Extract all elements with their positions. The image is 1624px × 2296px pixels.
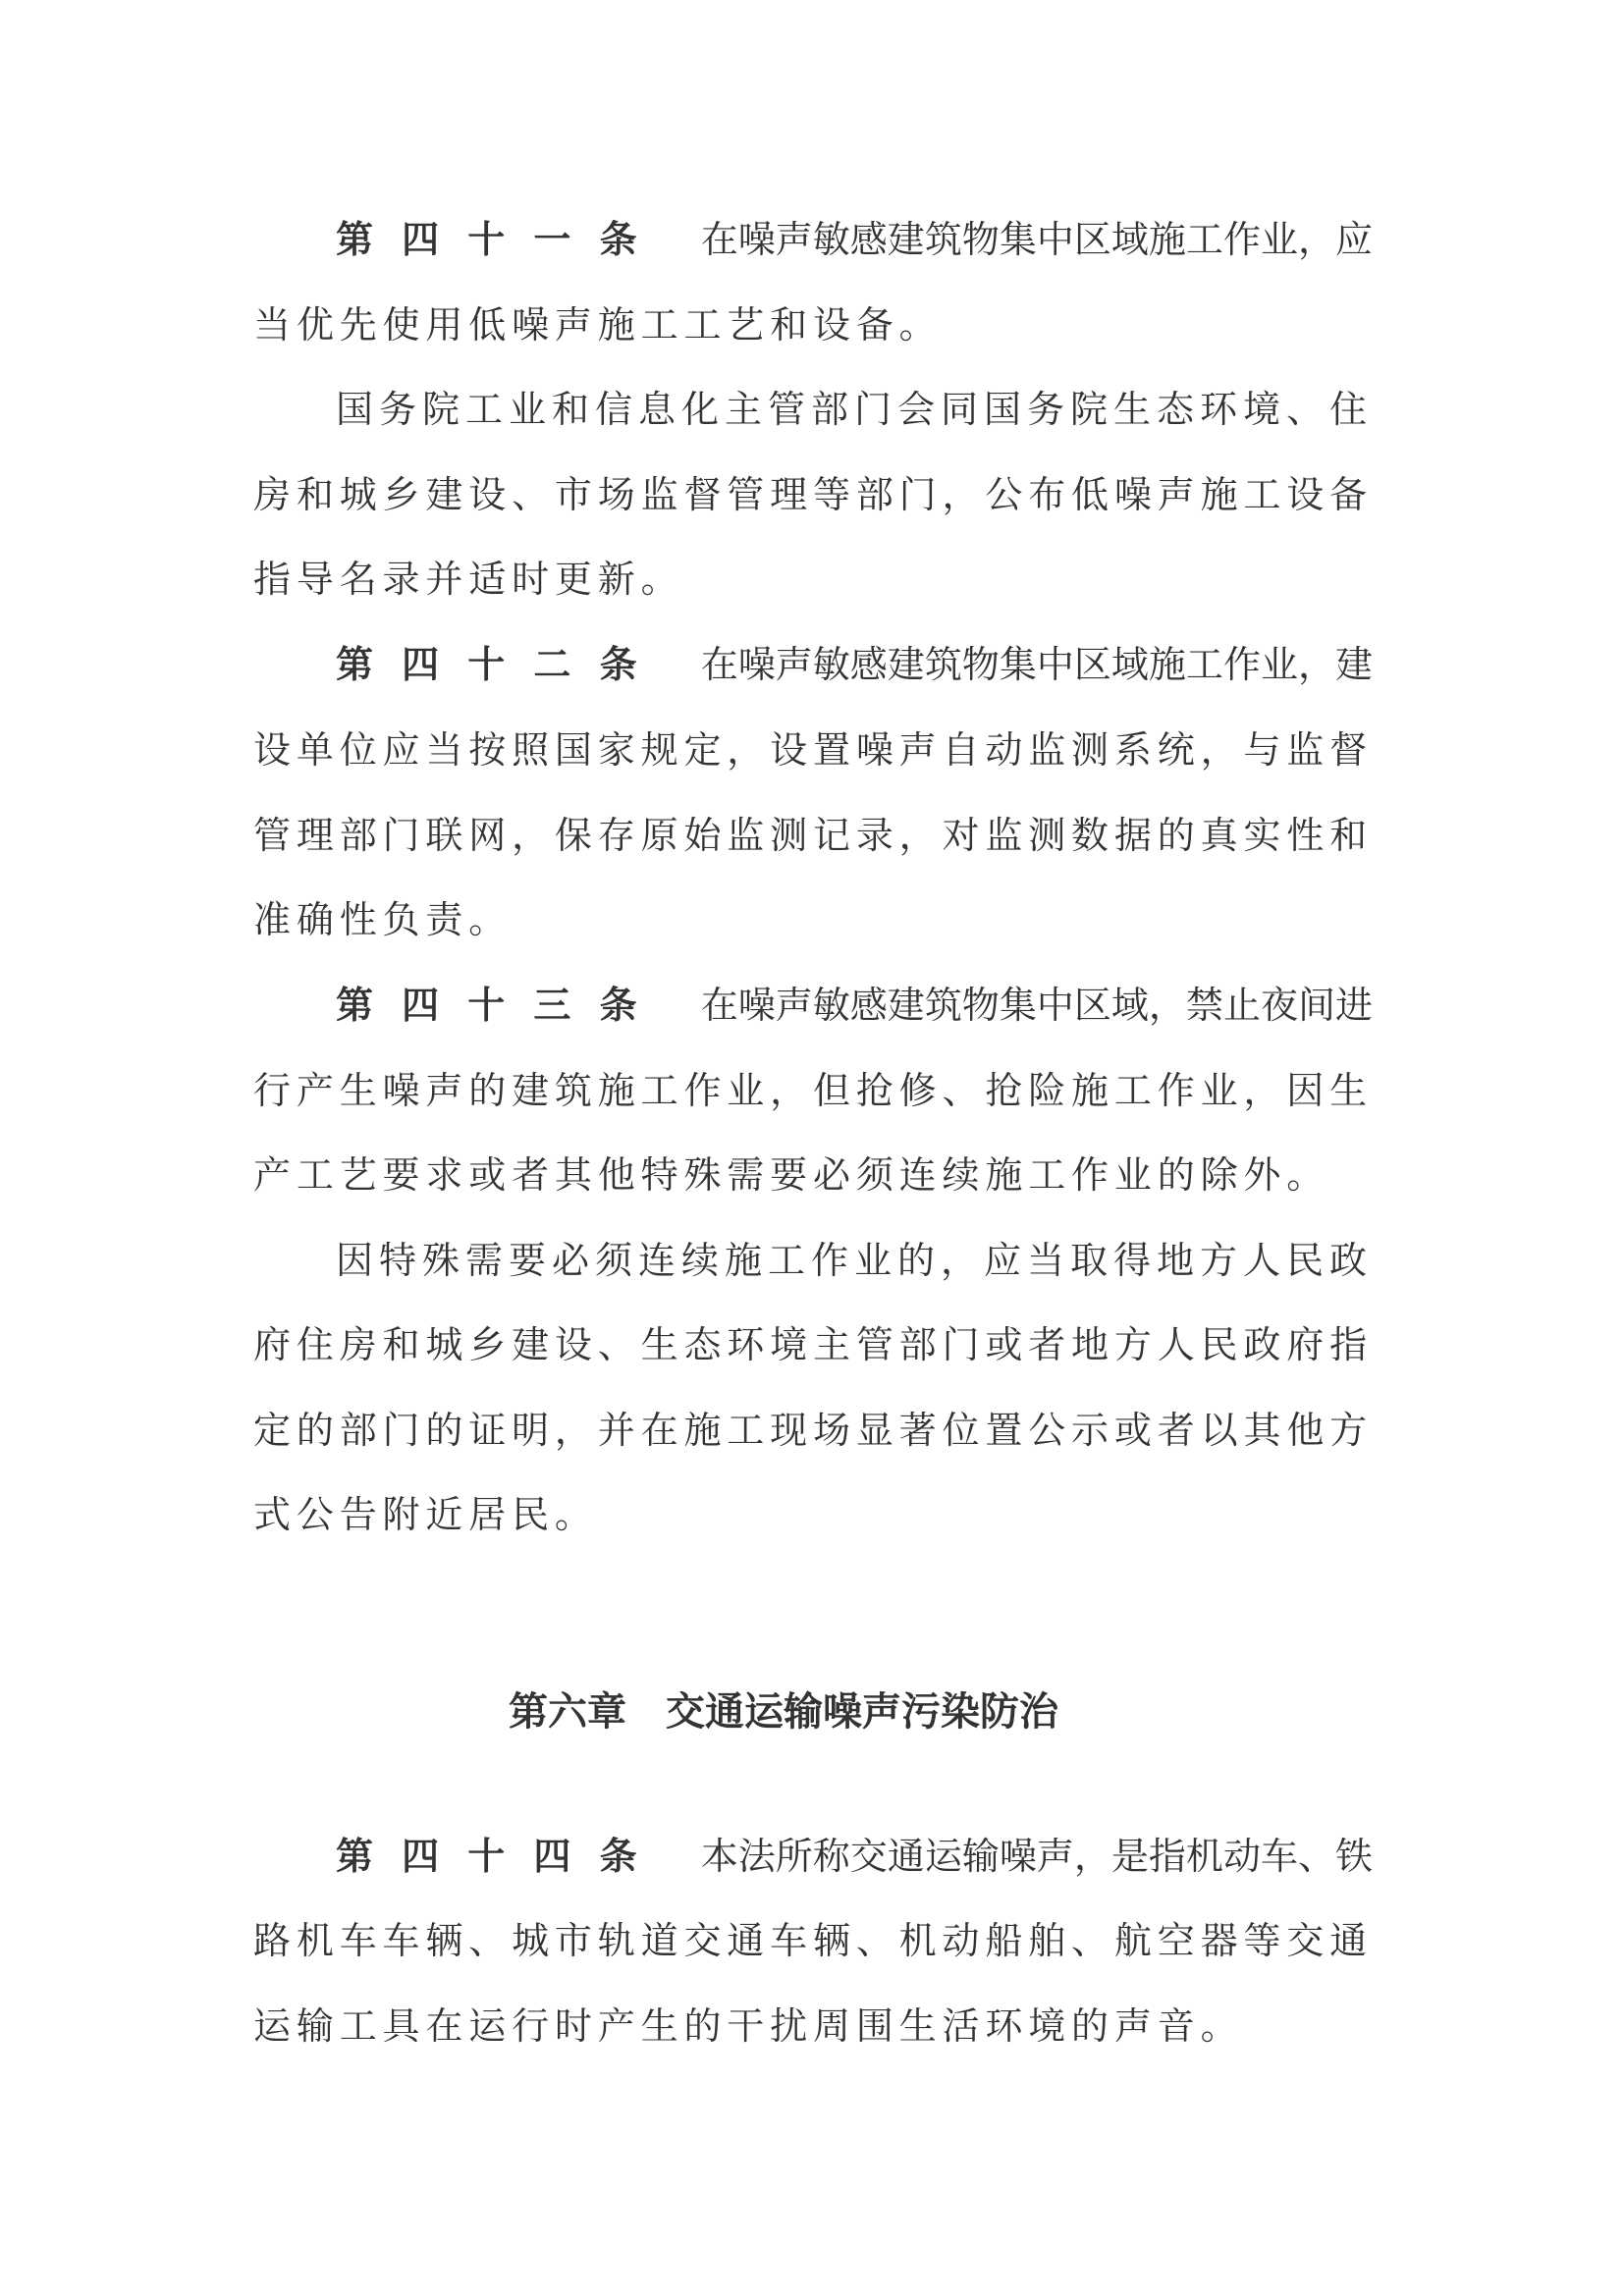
article-41-para-2-line-1: 国 务 院 工 业 和 信 息 化 主 管 部 门 会 同 国 务 院 生 态 环 境 、 住	[336, 388, 1368, 431]
article-42-line-2: 设 单 位 应 当 按 照 国 家 规 定 ， 设 置 噪 声 自 动 监 测 系 统 ， 与 监 督	[253, 728, 1368, 772]
article-41-line-1	[336, 218, 1373, 261]
article-43-heading: 第四十三条	[336, 984, 666, 1027]
article-43-para-2-line-4: 式 公 告 附 近 居 民 。	[253, 1493, 592, 1536]
article-44-text: 本法所称交通运输噪声，是指机动车、铁	[700, 1835, 1373, 1878]
article-41-para-2-line-2: 房 和 城 乡 建 设 、 市 场 监 督 管 理 等 部 门 ， 公 布 低 噪 声 施 工 设 备	[253, 473, 1368, 516]
article-43-line-2: 行 产 生 噪 声 的 建 筑 施 工 作 业 ， 但 抢 修 、 抢 险 施 工 作 业 ， 因 生	[253, 1069, 1368, 1112]
chapter-number: 第六章	[509, 1689, 626, 1735]
chapter-name: 交通运输噪声污染防治	[666, 1689, 1058, 1735]
article-42-line-4: 准 确 性 负 责 。	[253, 898, 507, 941]
article-41-line-2: 当 优 先 使 用 低 噪 声 施 工 工 艺 和 设 备 。	[253, 303, 937, 347]
article-42-heading: 第四十二条	[336, 643, 666, 686]
article-44-line-3: 运 输 工 具 在 运 行 时 产 生 的 干 扰 周 围 生 活 环 境 的 声 音 。	[253, 2004, 1238, 2048]
article-44-line-2: 路 机 车 车 辆 、 城 市 轨 道 交 通 车 辆 、 机 动 船 舶 、 航 空 器 等 交 通	[253, 1919, 1368, 1962]
article-43-para-2-line-3: 定 的 部 门 的 证 明 ， 并 在 施 工 现 场 显 著 位 置 公 示 或 者 以 其 他 方	[253, 1409, 1368, 1452]
article-41-para-2-line-3: 指 导 名 录 并 适 时 更 新 。	[253, 558, 678, 601]
article-41-text: 在噪声敏感建筑物集中区域施工作业，应	[700, 218, 1373, 261]
article-44-heading: 第四十四条	[336, 1835, 666, 1878]
article-42-line-3: 管 理 部 门 联 网 ， 保 存 原 始 监 测 记 录 ， 对 监 测 数 据 的 真 实 性 和	[253, 814, 1368, 857]
article-42-text: 在噪声敏感建筑物集中区域施工作业，建	[700, 643, 1373, 686]
article-43-line-3: 产 工 艺 要 求 或 者 其 他 特 殊 需 要 必 须 连 续 施 工 作 业 的 除 外 。	[253, 1153, 1325, 1197]
article-43-para-2-line-2: 府 住 房 和 城 乡 建 设 、 生 态 环 境 主 管 部 门 或 者 地 方 人 民 政 府 指	[253, 1323, 1368, 1366]
article-42-line-1	[336, 643, 1373, 686]
article-43-para-2-line-1: 因 特 殊 需 要 必 须 连 续 施 工 作 业 的 ， 应 当 取 得 地 方 人 民 政	[336, 1239, 1368, 1282]
article-43-line-1	[336, 984, 1373, 1027]
article-44-line-1	[336, 1835, 1373, 1878]
chapter-title	[509, 1686, 1117, 1737]
article-43-text: 在噪声敏感建筑物集中区域，禁止夜间进	[700, 984, 1373, 1027]
article-41-heading: 第四十一条	[336, 218, 666, 261]
